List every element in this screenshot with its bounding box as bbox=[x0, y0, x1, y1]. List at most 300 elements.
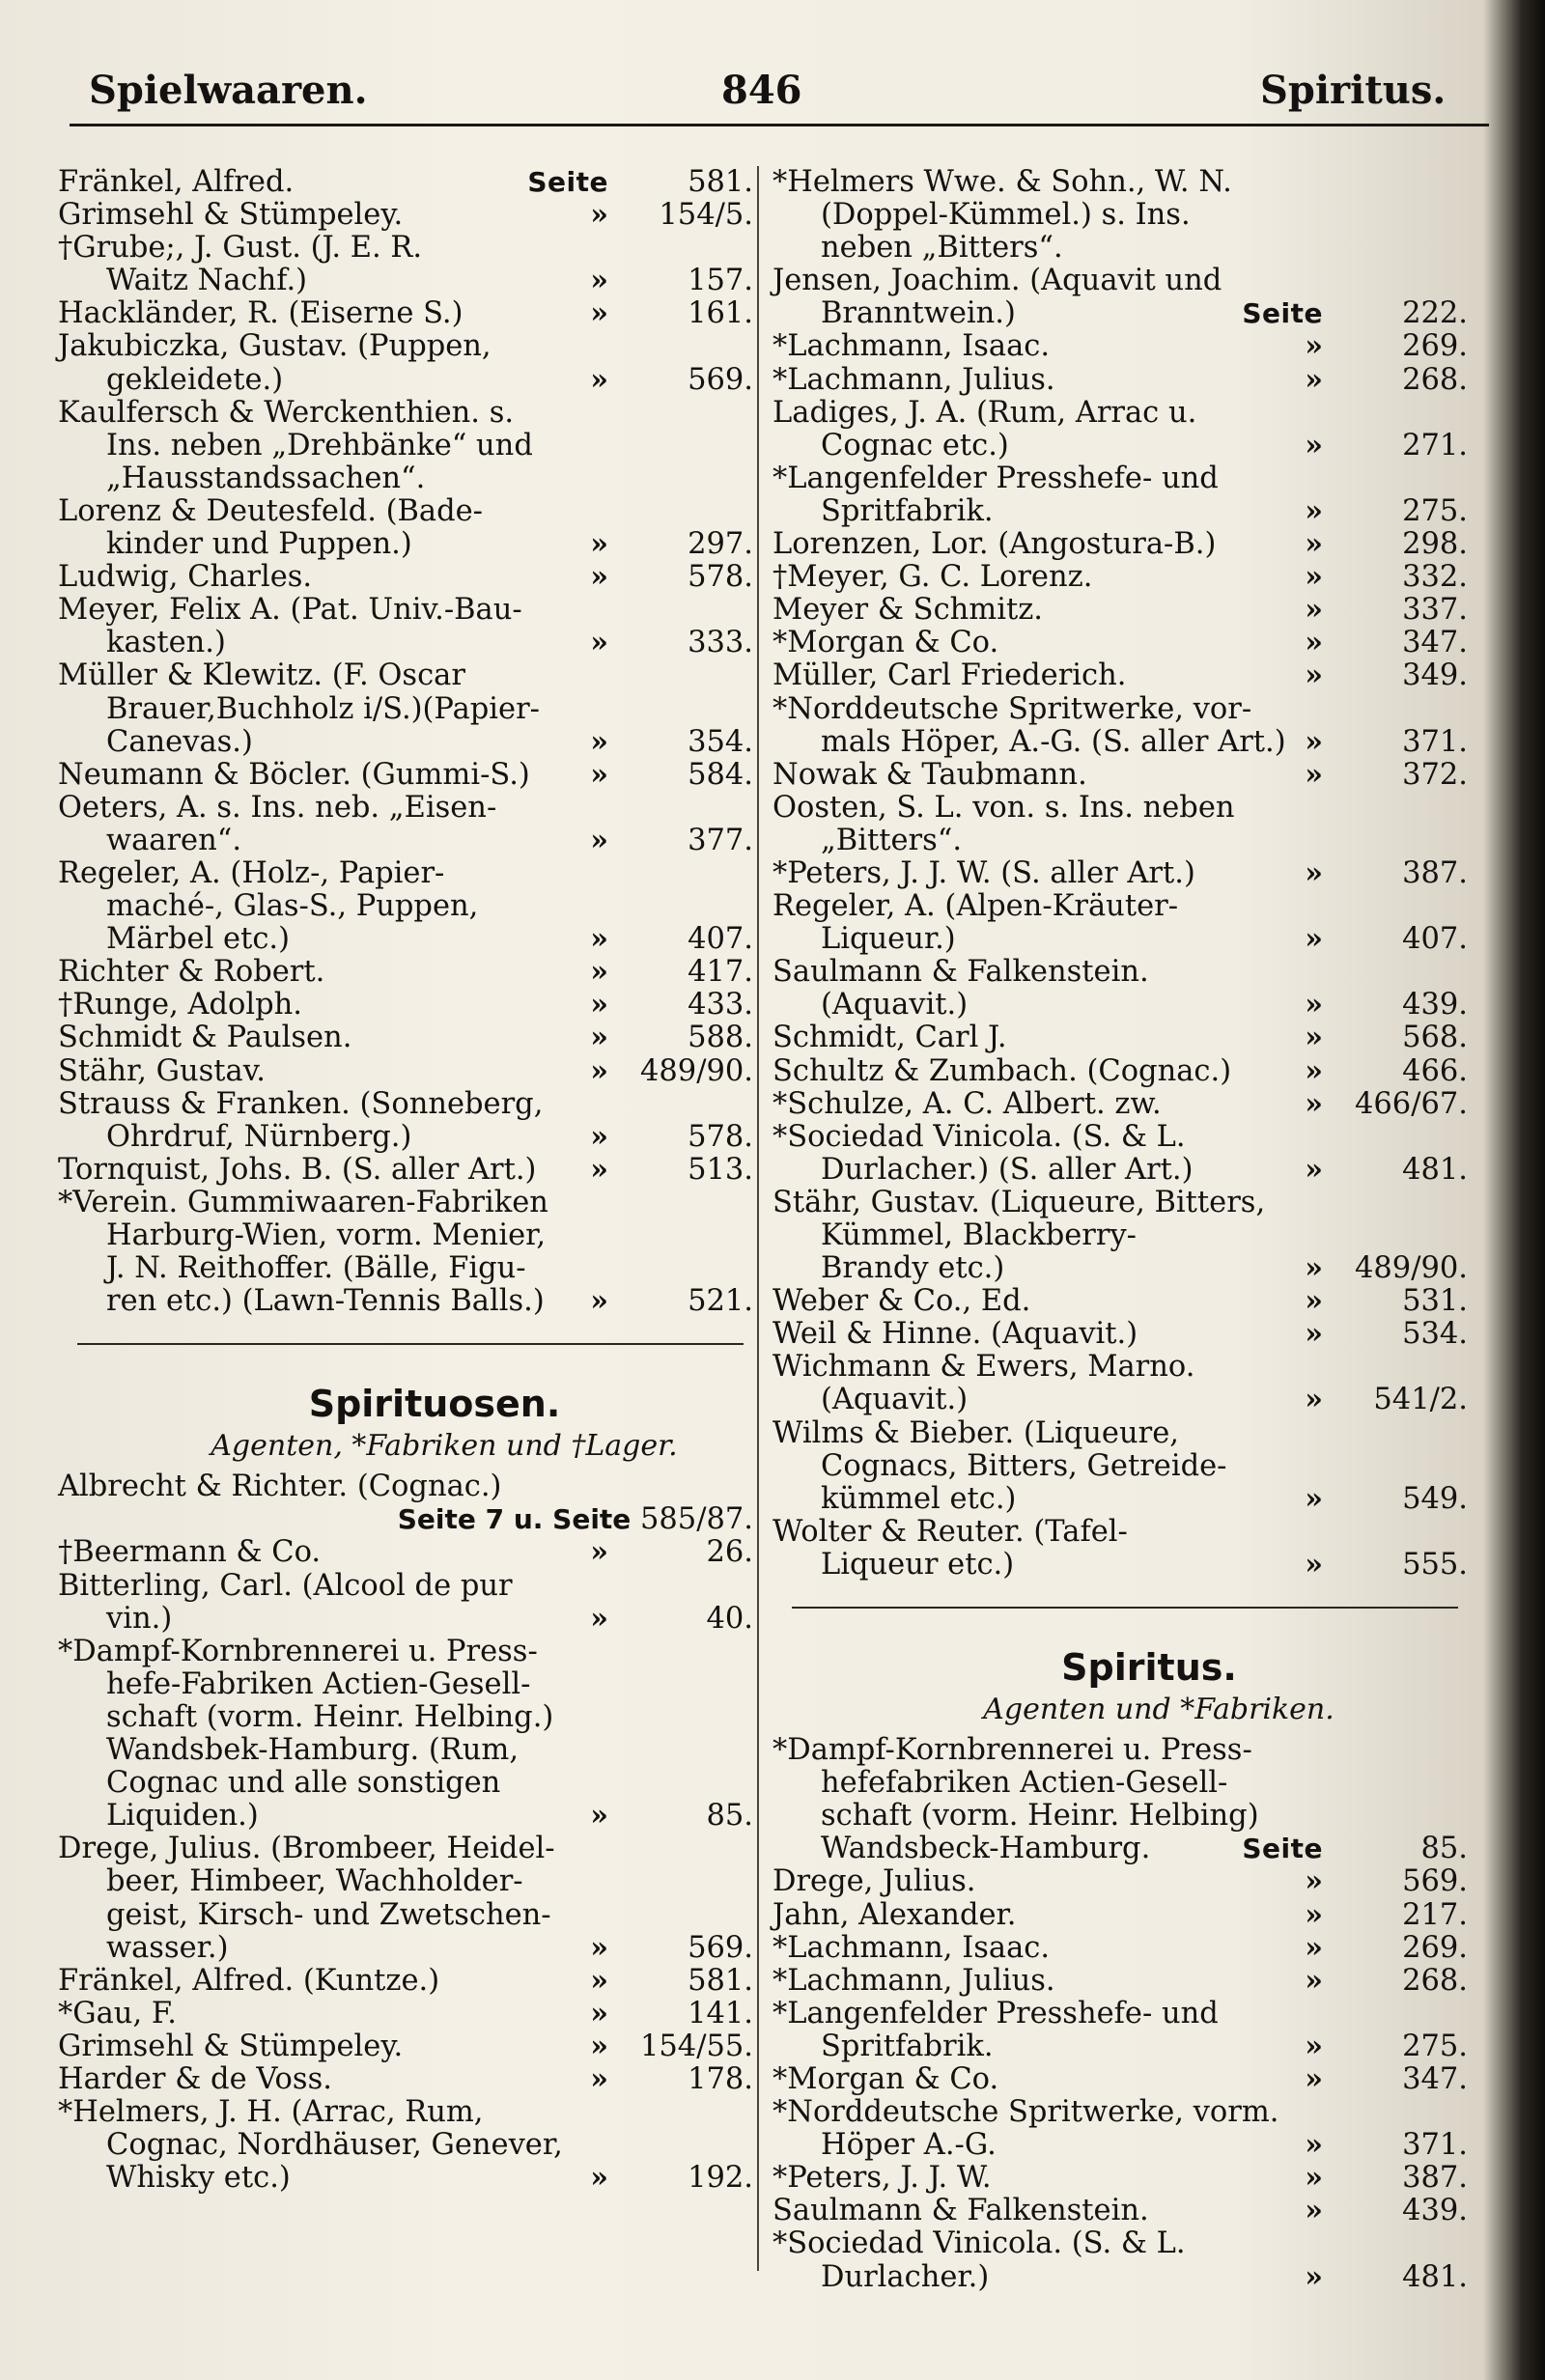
directory-entry bbox=[58, 1022, 753, 1054]
entry-text: *Schulze, A. C. Albert. zw. bbox=[772, 1086, 1162, 1121]
directory-entry bbox=[58, 2063, 753, 2096]
entry-line bbox=[772, 1252, 1468, 1285]
entry-text: vin.) bbox=[106, 1601, 173, 1636]
directory-entry bbox=[772, 890, 1468, 956]
entry-line bbox=[772, 1187, 1468, 1219]
entry-line bbox=[58, 1865, 753, 1898]
entry-text: Regeler, A. (Holz-, Papier- bbox=[58, 855, 445, 890]
entry-line bbox=[58, 2129, 753, 2162]
page-number-ref: 407. bbox=[1402, 922, 1468, 957]
entry-line bbox=[58, 232, 753, 265]
directory-entry bbox=[58, 1088, 753, 1154]
entry-line bbox=[58, 462, 753, 495]
page-number-ref: 569. bbox=[688, 362, 753, 397]
entry-line bbox=[772, 2096, 1468, 2129]
entry-line bbox=[772, 1516, 1468, 1549]
page-mark: » bbox=[1305, 329, 1323, 364]
directory-entry bbox=[58, 1470, 753, 1503]
page-mark: » bbox=[590, 1963, 608, 1998]
page-mark: » bbox=[590, 823, 608, 857]
page-mark: » bbox=[1305, 1317, 1323, 1352]
page-mark: » bbox=[1305, 560, 1323, 595]
entry-text: Regeler, A. (Alpen-Kräuter- bbox=[772, 889, 1179, 924]
entry-text: Cognac etc.) bbox=[821, 428, 1009, 462]
entry-line bbox=[772, 2227, 1468, 2260]
page-number-ref: 578. bbox=[688, 1119, 753, 1154]
page-mark: » bbox=[1305, 1251, 1323, 1286]
page-mark: » bbox=[590, 955, 608, 990]
entry-text: Waitz Nachf.) bbox=[106, 264, 308, 298]
entry-text: kasten.) bbox=[106, 626, 226, 660]
entry-line bbox=[58, 594, 753, 627]
entry-line bbox=[772, 397, 1468, 430]
directory-entry bbox=[58, 989, 753, 1022]
entry-text: Grimsehl & Stümpeley. bbox=[58, 2029, 404, 2063]
page-number-ref: 347. bbox=[1402, 2061, 1468, 2096]
page-number-ref: 269. bbox=[1402, 1930, 1468, 1965]
entry-line bbox=[58, 528, 753, 561]
entry-line bbox=[58, 1767, 753, 1800]
entry-line bbox=[58, 1285, 753, 1318]
entry-line bbox=[772, 1154, 1468, 1187]
entry-line bbox=[772, 1932, 1468, 1965]
entry-text: Cognacs, Bitters, Getreide- bbox=[821, 1448, 1227, 1483]
entry-line bbox=[772, 989, 1468, 1022]
directory-entry bbox=[58, 1998, 753, 2030]
page-mark: » bbox=[1305, 1930, 1323, 1965]
directory-entry bbox=[772, 1055, 1468, 1088]
entry-line bbox=[772, 1285, 1468, 1318]
entry-text: †Meyer, G. C. Lorenz. bbox=[772, 560, 1093, 595]
directory-entry bbox=[58, 1154, 753, 1187]
entry-line bbox=[58, 659, 753, 692]
entry-line bbox=[772, 528, 1468, 561]
entry-line bbox=[772, 1121, 1468, 1154]
entry-line bbox=[772, 1833, 1468, 1865]
page-mark: » bbox=[1305, 1152, 1323, 1187]
entry-line bbox=[58, 1252, 753, 1285]
page-mark: » bbox=[1305, 428, 1323, 462]
entry-line bbox=[772, 1088, 1468, 1121]
page-number-ref: 154/5. bbox=[659, 198, 753, 233]
entry-text: (Aquavit.) bbox=[821, 988, 969, 1022]
directory-entry bbox=[772, 1865, 1468, 1898]
page-mark: » bbox=[590, 1021, 608, 1055]
entry-line bbox=[772, 1219, 1468, 1252]
directory-entry bbox=[58, 166, 753, 199]
column-divider bbox=[757, 166, 759, 2271]
page-number-ref: 271. bbox=[1402, 428, 1468, 462]
entry-text: Brandy etc.) bbox=[821, 1251, 1005, 1286]
page-mark: » bbox=[1305, 1021, 1323, 1055]
entry-text: *Lachmann, Isaac. bbox=[772, 1930, 1051, 1965]
directory-entry bbox=[58, 594, 753, 659]
entry-line bbox=[772, 1800, 1468, 1833]
directory-entry bbox=[58, 561, 753, 594]
page-mark: » bbox=[1305, 626, 1323, 660]
page-mark: » bbox=[590, 724, 608, 759]
entry-line bbox=[772, 330, 1468, 363]
entry-text: hefefabriken Actien-Gesell- bbox=[821, 1766, 1228, 1801]
entry-text: Cognac, Nordhäuser, Genever, bbox=[106, 2128, 563, 2163]
entry-text: (Aquavit.) bbox=[821, 1383, 969, 1417]
page-number-ref: 387. bbox=[1402, 2161, 1468, 2196]
entry-line bbox=[772, 923, 1468, 956]
page-mark: » bbox=[590, 198, 608, 233]
entry-line bbox=[58, 166, 753, 199]
directory-entry bbox=[772, 1734, 1468, 1865]
entry-line bbox=[772, 726, 1468, 759]
page-mark: » bbox=[590, 362, 608, 397]
entry-text: Fränkel, Alfred. bbox=[58, 165, 295, 199]
entry-text: Liqueur etc.) bbox=[821, 1547, 1015, 1582]
entry-line bbox=[58, 1701, 753, 1734]
directory-entry bbox=[772, 2096, 1468, 2162]
entry-line bbox=[58, 1932, 753, 1965]
entry-line bbox=[772, 825, 1468, 857]
page-number-ref: 541/2. bbox=[1373, 1383, 1468, 1417]
page-mark: » bbox=[1305, 1383, 1323, 1417]
entry-text: Tornquist, Johs. B. (S. aller Art.) bbox=[58, 1152, 537, 1187]
section-title: Spirituosen. bbox=[308, 1383, 561, 1426]
page-mark: Seite bbox=[1242, 297, 1323, 330]
page-number-ref: 141. bbox=[688, 1996, 753, 2030]
entry-line bbox=[58, 430, 753, 462]
page-mark: » bbox=[1305, 855, 1323, 890]
entry-line bbox=[58, 923, 753, 956]
entry-text: Harburg-Wien, vorm. Menier, bbox=[106, 1218, 547, 1252]
page-mark: » bbox=[590, 988, 608, 1022]
directory-entry bbox=[772, 1318, 1468, 1351]
directory-entry bbox=[772, 1351, 1468, 1416]
running-head-left: Spielwaaren. bbox=[89, 68, 368, 113]
entry-text: Oosten, S. L. von. s. Ins. neben bbox=[772, 790, 1235, 825]
directory-entry bbox=[772, 1932, 1468, 1965]
page-mark: » bbox=[590, 264, 608, 298]
page-number-ref: 298. bbox=[1402, 527, 1468, 562]
page-number-ref: 269. bbox=[1402, 329, 1468, 364]
entry-line bbox=[772, 1055, 1468, 1088]
page-number-ref: 154/55. bbox=[640, 2029, 753, 2063]
entry-text: „Hausstandssachen“. bbox=[106, 461, 426, 495]
entry-line bbox=[772, 430, 1468, 462]
entry-text: Neumann & Böcler. (Gummi-S.) bbox=[58, 757, 530, 792]
entry-text: kinder und Puppen.) bbox=[106, 527, 412, 562]
entry-line bbox=[58, 1055, 753, 1088]
page-number-ref: 521. bbox=[688, 1284, 753, 1319]
directory-entry bbox=[58, 232, 753, 297]
entry-text: kümmel etc.) bbox=[821, 1481, 1017, 1516]
entry-text: Durlacher.) bbox=[821, 2259, 990, 2294]
directory-entry bbox=[772, 330, 1468, 363]
page-number-ref: 581. bbox=[688, 165, 753, 199]
directory-entry bbox=[58, 1570, 753, 1636]
entry-line bbox=[58, 2063, 753, 2096]
entry-text: *Lachmann, Julius. bbox=[772, 362, 1055, 397]
entry-text: Weil & Hinne. (Aquavit.) bbox=[772, 1317, 1138, 1352]
entry-text: *Gau, F. bbox=[58, 1996, 177, 2030]
section-subtitle: Agenten und *Fabriken. bbox=[983, 1693, 1334, 1727]
entry-line bbox=[772, 1318, 1468, 1351]
page-mark: » bbox=[590, 527, 608, 562]
directory-entry bbox=[772, 627, 1468, 659]
entry-text: *Verein. Gummiwaaren-Fabriken bbox=[58, 1185, 548, 1219]
entry-text: Müller & Klewitz. (F. Oscar bbox=[58, 658, 465, 693]
directory-entry bbox=[772, 1899, 1468, 1932]
directory-entry bbox=[58, 956, 753, 989]
directory-entry bbox=[772, 2227, 1468, 2293]
entry-text: geist, Kirsch- und Zwetschen- bbox=[106, 1897, 551, 1932]
entry-line bbox=[58, 1636, 753, 1668]
page-mark: » bbox=[1305, 1963, 1323, 1998]
entry-line bbox=[772, 1450, 1468, 1483]
directory-entry bbox=[772, 2195, 1468, 2227]
entry-line bbox=[772, 462, 1468, 495]
entry-text: Schultz & Zumbach. (Cognac.) bbox=[772, 1053, 1232, 1088]
entry-line bbox=[772, 561, 1468, 594]
entry-text: Hackländer, R. (Eiserne S.) bbox=[58, 296, 464, 331]
entry-text: Märbel etc.) bbox=[106, 922, 290, 957]
page-mark: » bbox=[590, 560, 608, 595]
page-number-ref: 531. bbox=[1402, 1284, 1468, 1319]
page-mark: » bbox=[1305, 988, 1323, 1022]
directory-entry bbox=[58, 199, 753, 232]
page-mark: » bbox=[1305, 1053, 1323, 1088]
entry-text: †Grube;, J. Gust. (J. E. R. bbox=[58, 231, 423, 266]
entry-text: Jensen, Joachim. (Aquavit und bbox=[772, 264, 1222, 298]
page-mark: » bbox=[590, 626, 608, 660]
entry-text: *Dampf-Kornbrennerei u. Press- bbox=[58, 1634, 538, 1668]
page-mark: » bbox=[590, 2029, 608, 2063]
entry-line bbox=[58, 397, 753, 430]
directory-entry bbox=[772, 1965, 1468, 1998]
entry-text: Ohrdruf, Nürnberg.) bbox=[106, 1119, 412, 1154]
entry-line bbox=[772, 297, 1468, 330]
entry-line bbox=[772, 1734, 1468, 1767]
directory-entry bbox=[58, 857, 753, 956]
page-number-ref: 585/87. bbox=[631, 1502, 753, 1537]
directory-entry bbox=[772, 1121, 1468, 1187]
entry-text: Richter & Robert. bbox=[58, 955, 325, 990]
entry-text: Meyer & Schmitz. bbox=[772, 593, 1043, 628]
entry-text: Harder & de Voss. bbox=[58, 2061, 332, 2096]
directory-entry bbox=[772, 693, 1468, 759]
page-number-ref: 268. bbox=[1402, 1963, 1468, 1998]
entry-line bbox=[58, 759, 753, 792]
directory-entry bbox=[772, 1998, 1468, 2063]
page-number-ref: 332. bbox=[1402, 560, 1468, 595]
page-mark: » bbox=[1305, 527, 1323, 562]
directory-entry bbox=[772, 561, 1468, 594]
page-number-ref: 481. bbox=[1402, 1152, 1468, 1187]
directory-entry bbox=[772, 2162, 1468, 2195]
entry-text: Nowak & Taubmann. bbox=[772, 757, 1087, 792]
entry-text: Wilms & Bieber. (Liqueure, bbox=[772, 1415, 1179, 1450]
page-mark: » bbox=[1305, 2128, 1323, 2163]
entry-line bbox=[58, 1668, 753, 1701]
entry-text: *Morgan & Co. bbox=[772, 626, 999, 660]
page-mark: » bbox=[590, 922, 608, 957]
directory-entry bbox=[58, 1636, 753, 1834]
section-rule bbox=[792, 1607, 1458, 1609]
page-number-ref: 588. bbox=[688, 1021, 753, 1055]
entry-line bbox=[58, 1219, 753, 1252]
section-title: Spiritus. bbox=[1061, 1646, 1237, 1690]
entry-line bbox=[58, 2030, 753, 2063]
page-number-ref: 581. bbox=[688, 1963, 753, 1998]
entry-text: Ins. neben „Drehbänke“ und bbox=[106, 428, 533, 462]
entry-line bbox=[58, 1965, 753, 1998]
page-number-ref: 489/90. bbox=[1355, 1251, 1468, 1286]
entry-line bbox=[58, 297, 753, 330]
entry-line bbox=[772, 956, 1468, 989]
directory-entry bbox=[772, 1417, 1468, 1516]
entry-line bbox=[772, 857, 1468, 890]
entry-text: *Sociedad Vinicola. (S. & L. bbox=[772, 1119, 1186, 1154]
entry-line bbox=[58, 1088, 753, 1121]
entry-text: Oeters, A. s. Ins. neb. „Eisen- bbox=[58, 790, 497, 825]
entry-text: Stähr, Gustav. (Liqueure, Bitters, bbox=[772, 1185, 1266, 1219]
entry-line bbox=[772, 1417, 1468, 1450]
entry-text: Höper A.-G. bbox=[821, 2128, 997, 2163]
page-mark: » bbox=[590, 1996, 608, 2030]
page-number-ref: 371. bbox=[1402, 2128, 1468, 2163]
entry-line bbox=[58, 1899, 753, 1932]
page-mark: » bbox=[1305, 922, 1323, 957]
page-number-ref: 407. bbox=[688, 922, 753, 957]
entry-line bbox=[772, 792, 1468, 825]
entry-line bbox=[772, 1899, 1468, 1932]
page-mark: » bbox=[1305, 1864, 1323, 1899]
entry-text: maché-, Glas-S., Puppen, bbox=[106, 889, 479, 924]
directory-entry bbox=[58, 1187, 753, 1318]
left-column bbox=[58, 166, 753, 2195]
directory-entry bbox=[772, 1088, 1468, 1121]
entry-text: Kaulfersch & Werckenthien. s. bbox=[58, 395, 515, 430]
entry-text: Saulmann & Falkenstein. bbox=[772, 2194, 1149, 2228]
entry-line bbox=[772, 2162, 1468, 2195]
page-number-ref: 439. bbox=[1402, 988, 1468, 1022]
directory-entry bbox=[772, 956, 1468, 1022]
entry-line bbox=[772, 495, 1468, 528]
entry-text: Müller, Carl Friederich. bbox=[772, 658, 1127, 693]
directory-entry bbox=[58, 495, 753, 561]
page-mark: » bbox=[1305, 724, 1323, 759]
entry-line bbox=[772, 693, 1468, 726]
entry-line bbox=[58, 199, 753, 232]
entry-text: Wolter & Reuter. (Tafel- bbox=[772, 1514, 1128, 1549]
entry-text: Ludwig, Charles. bbox=[58, 560, 313, 595]
entry-text: schaft (vorm. Heinr. Helbing) bbox=[821, 1799, 1259, 1834]
entry-text: Liqueur.) bbox=[821, 922, 956, 957]
page-number-ref: 222. bbox=[1402, 296, 1468, 331]
page-mark: » bbox=[1305, 1481, 1323, 1516]
entry-text: Albrecht & Richter. (Cognac.) bbox=[58, 1470, 502, 1504]
entry-text: beer, Himbeer, Wachholder- bbox=[106, 1864, 523, 1899]
entry-line bbox=[772, 759, 1468, 792]
page-number-ref: 555. bbox=[1402, 1547, 1468, 1582]
entry-line bbox=[58, 825, 753, 857]
entry-line bbox=[58, 1734, 753, 1767]
entry-line bbox=[772, 1998, 1468, 2030]
page-number-ref: 372. bbox=[1402, 757, 1468, 792]
page-mark: Seite bbox=[1242, 1833, 1323, 1865]
page-number-ref: 178. bbox=[688, 2061, 753, 2096]
page-number-ref: 466. bbox=[1402, 1053, 1468, 1088]
page-number-ref: 85. bbox=[1420, 1832, 1468, 1866]
directory-entry bbox=[772, 1022, 1468, 1054]
directory-entry bbox=[58, 759, 753, 792]
entry-line bbox=[58, 627, 753, 659]
entry-text: hefe-Fabriken Actien-Gesell- bbox=[106, 1666, 531, 1701]
section-rule bbox=[77, 1343, 744, 1345]
page-mark: » bbox=[590, 757, 608, 792]
entry-text: *Dampf-Kornbrennerei u. Press- bbox=[772, 1733, 1252, 1768]
entry-text: waaren“. bbox=[106, 823, 242, 857]
page-mark: » bbox=[1305, 757, 1323, 792]
entry-line bbox=[772, 1865, 1468, 1898]
page-number-ref: 481. bbox=[1402, 2259, 1468, 2294]
page-number: 846 bbox=[721, 68, 802, 113]
directory-entry bbox=[58, 1536, 753, 1569]
entry-text: *Sociedad Vinicola. (S. & L. bbox=[772, 2226, 1186, 2261]
entry-text: wasser.) bbox=[106, 1930, 229, 1965]
entry-text: Meyer, Felix A. (Pat. Univ.-Bau- bbox=[58, 593, 522, 628]
page-number-ref: 349. bbox=[1402, 658, 1468, 693]
entry-text: Drege, Julius. (Brombeer, Heidel- bbox=[58, 1832, 555, 1866]
page-number-ref: 354. bbox=[688, 724, 753, 759]
directory-entry bbox=[772, 265, 1468, 330]
page-number-ref: 26. bbox=[706, 1535, 753, 1570]
entry-text: ren etc.) (Lawn-Tennis Balls.) bbox=[106, 1284, 545, 1319]
entry-text: Fränkel, Alfred. (Kuntze.) bbox=[58, 1963, 440, 1998]
entry-line bbox=[58, 2162, 753, 2195]
directory-entry bbox=[58, 330, 753, 396]
page-mark: » bbox=[1305, 1897, 1323, 1932]
entry-line bbox=[58, 726, 753, 759]
page-mark: » bbox=[1305, 2029, 1323, 2063]
directory-entry bbox=[772, 1187, 1468, 1285]
page-number-ref: 387. bbox=[1402, 855, 1468, 890]
entry-text: „Bitters“. bbox=[821, 823, 963, 857]
page-mark: » bbox=[1305, 2194, 1323, 2228]
entry-text: schaft (vorm. Heinr. Helbing.) bbox=[106, 1699, 554, 1734]
entry-text: Lorenz & Deutesfeld. (Bade- bbox=[58, 493, 483, 528]
entry-text: Ladiges, J. A. (Rum, Arrac u. bbox=[772, 395, 1197, 430]
entry-text: *Langenfelder Presshefe- und bbox=[772, 461, 1219, 495]
page-number-ref: 549. bbox=[1402, 1481, 1468, 1516]
page-mark: » bbox=[1305, 1086, 1323, 1121]
entry-line bbox=[772, 199, 1468, 232]
entry-text: Spritfabrik. bbox=[821, 2029, 994, 2063]
entry-line bbox=[58, 330, 753, 363]
directory-entry bbox=[772, 166, 1468, 265]
entry-line bbox=[58, 1998, 753, 2030]
page-mark: » bbox=[1305, 362, 1323, 397]
page-number-ref: 578. bbox=[688, 560, 753, 595]
entry-line bbox=[772, 1384, 1468, 1416]
entry-line bbox=[58, 1470, 753, 1503]
directory-entry bbox=[772, 1516, 1468, 1582]
directory-entry bbox=[772, 759, 1468, 792]
entry-line bbox=[772, 1022, 1468, 1054]
entry-text: *Lachmann, Julius. bbox=[772, 1963, 1055, 1998]
entry-line bbox=[58, 561, 753, 594]
entry-text: Bitterling, Carl. (Alcool de pur bbox=[58, 1568, 513, 1603]
page-mark: » bbox=[1305, 2259, 1323, 2294]
entry-text: *Morgan & Co. bbox=[772, 2061, 999, 2096]
page-number-ref: 347. bbox=[1402, 626, 1468, 660]
